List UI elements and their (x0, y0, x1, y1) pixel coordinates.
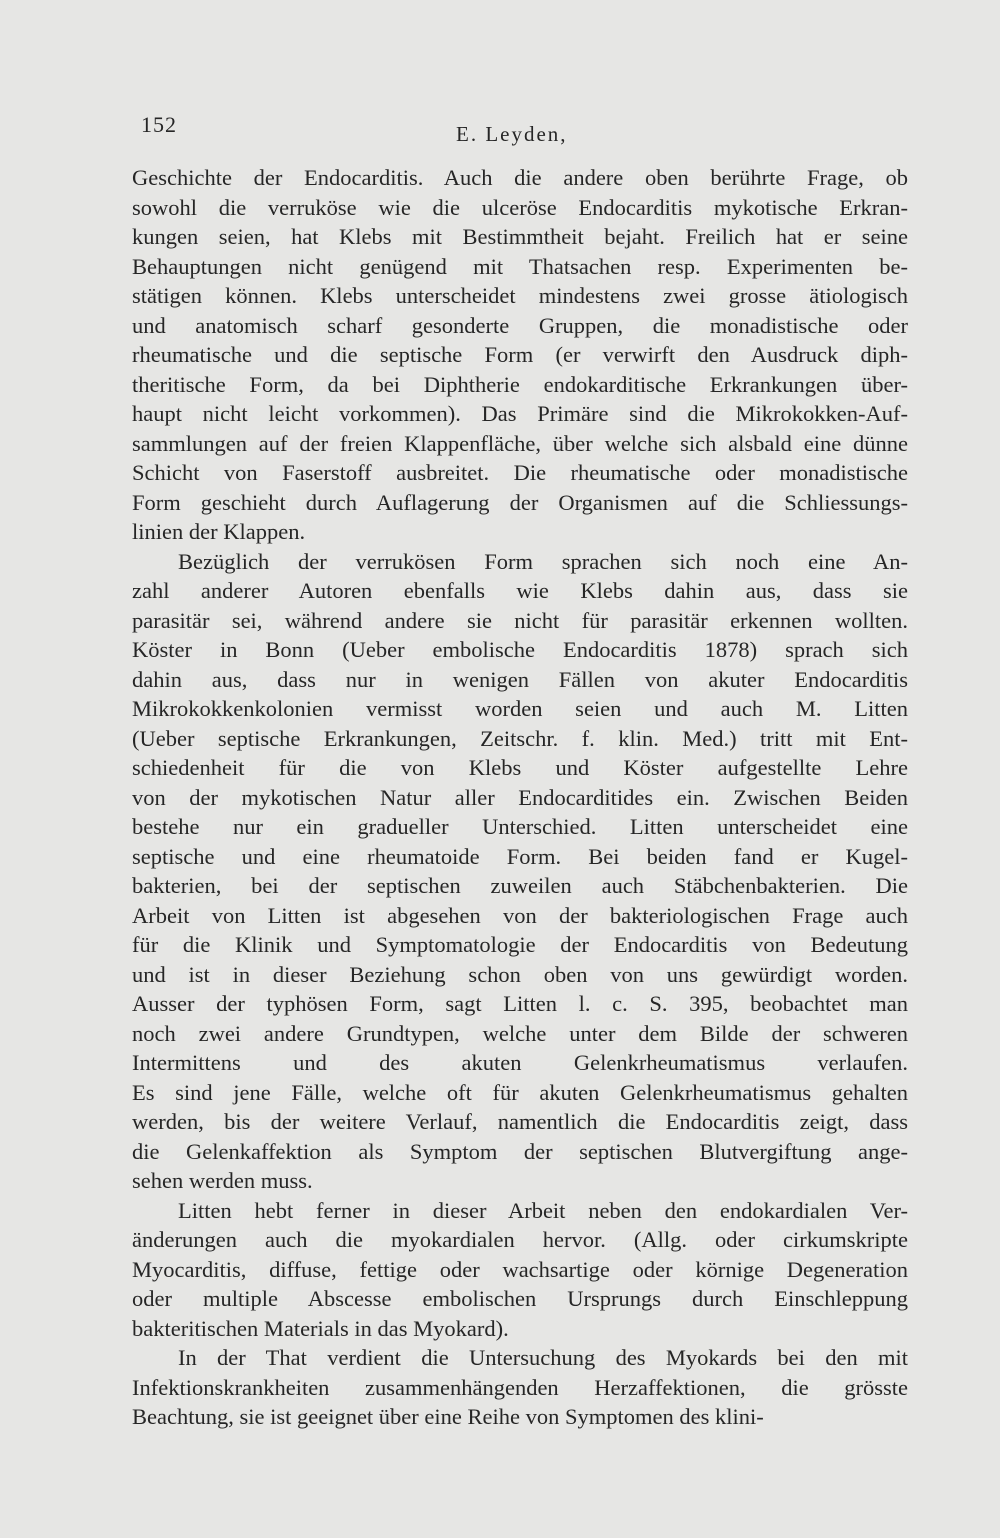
paragraph (132, 547, 908, 1196)
paragraph (132, 163, 908, 547)
text-line: (Ueber septische Erkrankungen, Zeitschr. f. klin. Med.) tritt mit Ent- (132, 725, 908, 751)
text-line: rheumatische und die septische Form (er verwirft den Ausdruck diph- (132, 342, 908, 367)
text-line: oder multiple Abscesse embolischen Ursprungs durch Einschleppung (132, 1286, 908, 1311)
text-line: parasitär sei, während andere sie nicht für parasitär erkennen wollten. (132, 607, 908, 633)
text-line: werden, bis der weitere Verlauf, namentlich die Endocarditis zeigt, dass (132, 1109, 908, 1134)
text-line: septische und eine rheumatoide Form. Bei beiden fand er Kugel- (132, 843, 908, 869)
body-text (132, 163, 908, 1432)
text-line: und anatomisch scharf gesonderte Gruppen, die monadistische oder (132, 312, 908, 338)
text-line: Litten hebt ferner in dieser Arbeit neben den endokardialen Ver- (178, 1197, 908, 1223)
text-line: sammlungen auf der freien Klappenfläche, über welche sich alsbald eine dünne (132, 430, 908, 456)
text-line: sehen werden muss. (132, 1168, 313, 1193)
text-line: theritische Form, da bei Diphtherie endokarditische Erkrankungen über- (132, 371, 908, 397)
paragraph (132, 1343, 908, 1432)
text-line: dahin aus, dass nur in wenigen Fällen von akuter Endocarditis (132, 666, 908, 692)
text-line: stätigen können. Klebs unterscheidet mindestens zwei grosse ätiologisch (132, 283, 908, 308)
text-line: Geschichte der Endocarditis. Auch die andere oben berührte Frage, ob (132, 165, 908, 190)
text-line: Mikrokokkenkolonien vermisst worden seien und auch M. Litten (132, 696, 908, 721)
text-line: bakterien, bei der septischen zuweilen auch Stäbchenbakterien. Die (132, 873, 908, 898)
text-line: die Gelenkaffektion als Symptom der septischen Blutvergiftung ange- (132, 1138, 908, 1164)
text-line: bestehe nur ein gradueller Unterschied. Litten unterscheidet eine (132, 814, 908, 839)
paragraph (132, 1196, 908, 1344)
text-line: Myocarditis, diffuse, fettige oder wachsartige oder körnige Degeneration (132, 1256, 908, 1282)
text-line: haupt nicht leicht vorkommen). Das Primäre sind die Mikrokokken-Auf- (132, 401, 908, 426)
text-line: Bezüglich der verrukösen Form sprachen sich noch eine An- (178, 548, 908, 574)
text-line: Beachtung, sie ist geeignet über eine Reihe von Symptomen des klini- (132, 1404, 764, 1429)
text-line: für die Klinik und Symptomatologie der Endocarditis von Bedeutung (132, 932, 908, 957)
text-line: Ausser der typhösen Form, sagt Litten l. c. S. 395, beobachtet man (132, 991, 908, 1016)
text-line: noch zwei andere Grundtypen, welche unter dem Bilde der schweren (132, 1020, 908, 1046)
text-line: kungen seien, hat Klebs mit Bestimmtheit bejaht. Freilich hat er seine (132, 224, 908, 249)
text-line: Es sind jene Fälle, welche oft für akuten Gelenkrheumatismus gehalten (132, 1079, 908, 1105)
text-line: sowohl die verruköse wie die ulceröse Endocarditis mykotische Erkran- (132, 194, 908, 220)
text-line: Schicht von Faserstoff ausbreitet. Die rheumatische oder monadistische (132, 460, 908, 485)
text-line: Köster in Bonn (Ueber embolische Endocarditis 1878) sprach sich (132, 637, 908, 662)
text-line: bakteritischen Materials in das Myokard). (132, 1315, 509, 1341)
text-line: Behauptungen nicht genügend mit Thatsachen resp. Experimenten be- (132, 253, 908, 279)
text-line: schiedenheit für die von Klebs und Köster aufgestellte Lehre (132, 755, 908, 780)
text-line: und ist in dieser Beziehung schon oben von uns gewürdigt worden. (132, 961, 908, 987)
text-line: Infektionskrankheiten zusammenhängenden Herzaffektionen, die grösste (132, 1374, 908, 1400)
text-line: linien der Klappen. (132, 519, 306, 544)
text-line: zahl anderer Autoren ebenfalls wie Klebs dahin aus, dass sie (132, 578, 908, 603)
text-line: von der mykotischen Natur aller Endocarditides ein. Zwischen Beiden (132, 784, 908, 810)
running-head: E. Leyden, (456, 122, 568, 146)
text-line: Intermittens und des akuten Gelenkrheumatismus verlaufen. (132, 1050, 908, 1075)
text-line: In der That verdient die Untersuchung des Myokards bei den mit (178, 1345, 908, 1370)
text-line: Arbeit von Litten ist abgesehen von der bakteriologischen Frage auch (132, 902, 908, 928)
text-line: änderungen auch die myokardialen hervor. (Allg. oder cirkumskripte (132, 1227, 908, 1252)
text-line: Form geschieht durch Auflagerung der Organismen auf die Schliessungs- (132, 489, 908, 515)
page-number: 152 (141, 112, 177, 137)
